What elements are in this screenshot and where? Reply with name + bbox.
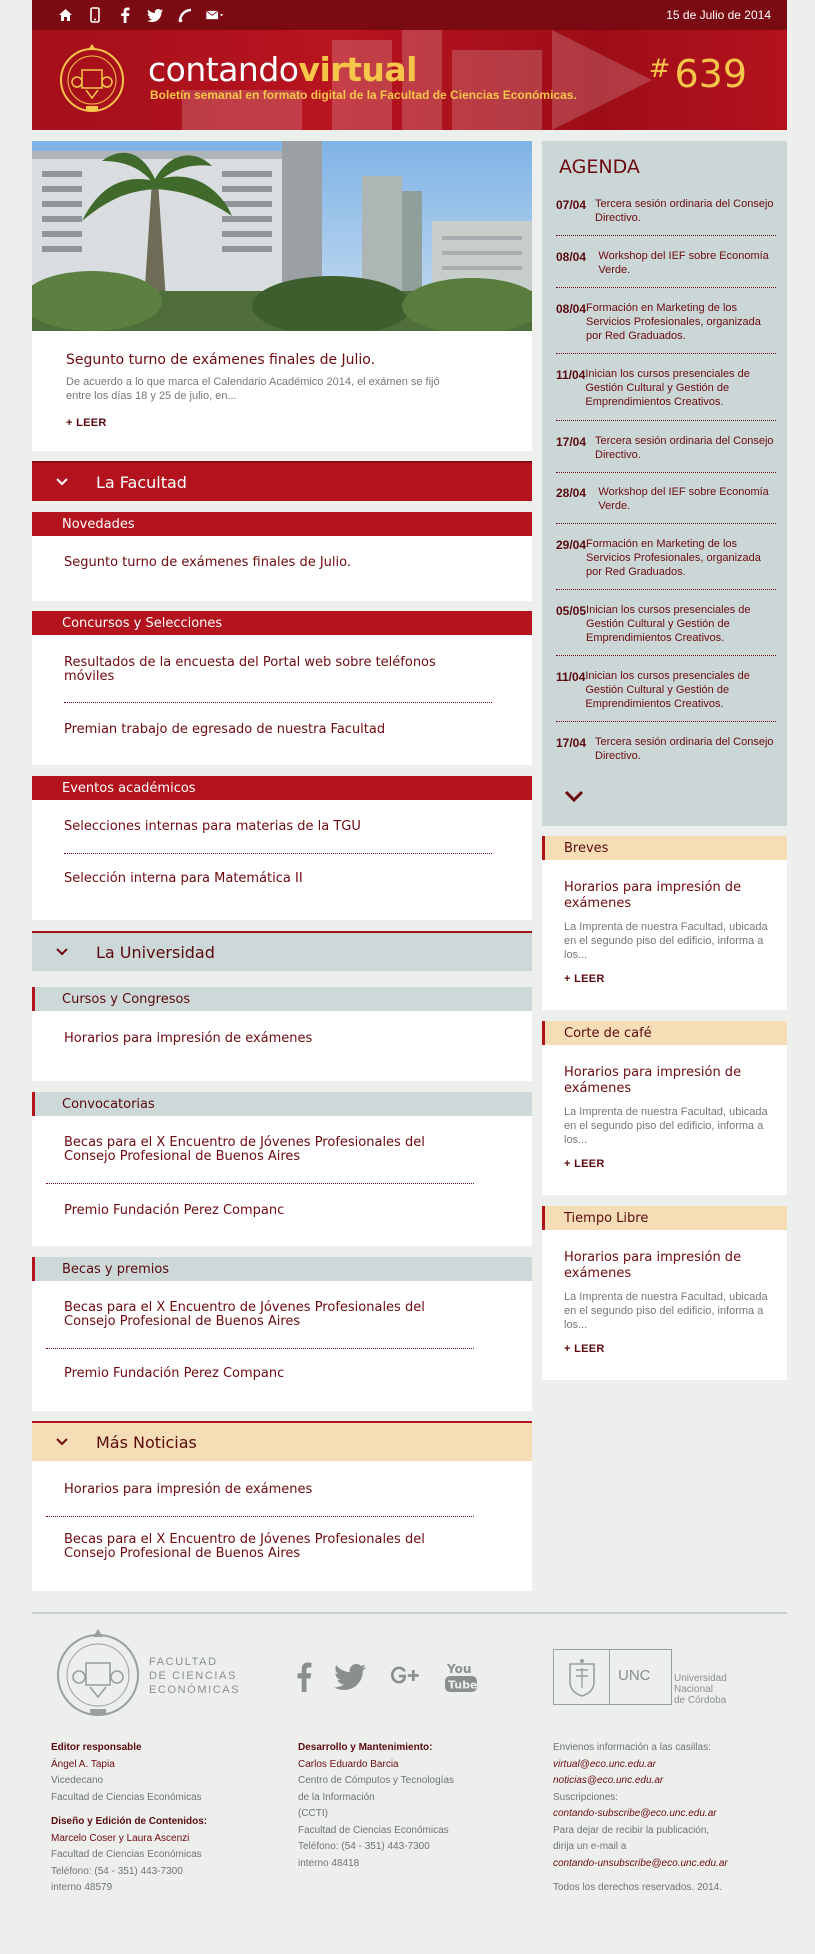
facebook-icon[interactable] xyxy=(296,1662,312,1697)
featured-read-more-link[interactable]: + LEER xyxy=(66,417,107,429)
convocatorias-header: Convocatorias xyxy=(32,1092,532,1116)
agenda-item[interactable] xyxy=(556,197,776,225)
fce-seal-icon xyxy=(52,1623,144,1723)
agenda-date: 11/04 xyxy=(556,368,586,382)
news-link[interactable]: Horarios para impresión de exámenes xyxy=(64,1031,313,1046)
footer-line: Suscripciones: xyxy=(553,1791,619,1803)
breves-header: Breves xyxy=(542,836,787,860)
agenda-date: 29/04 xyxy=(556,538,587,552)
divider xyxy=(556,353,776,354)
side-read-more-link[interactable]: + LEER xyxy=(564,973,605,985)
agenda-text: Formación en Marketing de los Servicios Profesionales, organizada por Red Graduados. xyxy=(586,538,761,578)
fce-footer-logo xyxy=(52,1623,252,1723)
divider xyxy=(556,235,776,236)
divider xyxy=(556,472,776,473)
agenda-text: Formación en Marketing de los Servicios Profesionales, organizada por Red Graduados. xyxy=(586,302,761,342)
cursos-header: Cursos y Congresos xyxy=(32,987,532,1011)
agenda-item[interactable] xyxy=(556,301,776,343)
brand-name-part2: virtual xyxy=(298,50,417,89)
news-link[interactable]: Premio Fundación Perez Companc xyxy=(64,1203,285,1218)
masthead xyxy=(32,30,787,130)
divider xyxy=(64,702,492,703)
becas-card xyxy=(32,1281,532,1411)
agenda-text: Tercera sesión ordinaria del Consejo Directivo. xyxy=(595,435,774,461)
facebook-icon[interactable] xyxy=(116,6,134,24)
agenda-date: 05/05 xyxy=(556,604,587,618)
agenda-item[interactable] xyxy=(556,537,776,579)
section-title: Más Noticias xyxy=(96,1432,197,1452)
twitter-icon[interactable] xyxy=(334,1664,366,1695)
agenda-date: 17/04 xyxy=(556,435,587,449)
breves-card xyxy=(542,860,787,1010)
divider xyxy=(556,523,776,524)
twitter-icon[interactable] xyxy=(146,6,164,24)
divider xyxy=(556,589,776,590)
news-link[interactable]: Segunto turno de exámenes finales de Julio. xyxy=(64,555,352,570)
footer-line: Centro de Cómputos y Tecnologías xyxy=(298,1775,455,1786)
footer-line: interno 48579 xyxy=(51,1882,113,1893)
mail-icon[interactable] xyxy=(206,6,224,24)
agenda-date: 28/04 xyxy=(556,486,587,500)
mobile-icon[interactable] xyxy=(86,6,104,24)
tagline: Boletín semanal en formato digital de la Facultad de Ciencias Económicas. xyxy=(150,88,577,102)
footer-line: Para dejar de recibir la publicación, xyxy=(553,1824,710,1836)
subscribe-email-link[interactable]: contando-subscribe@eco.unc.edu.ar xyxy=(553,1808,717,1819)
agenda-date: 08/04 xyxy=(556,250,587,264)
agenda-text: Inician los cursos presenciales de Gestión Cultural y Gestión de Emprendimientos Creativos. xyxy=(585,670,750,710)
copyright: Todos los derechos reservados. 2014. xyxy=(553,1882,722,1893)
agenda-date: 07/04 xyxy=(556,198,587,212)
brand-name-part1: contando xyxy=(148,50,299,89)
agenda-expand-chevron-icon[interactable] xyxy=(564,789,584,807)
issue-date: 15 de Julio de 2014 xyxy=(666,8,771,22)
footer-person: Carlos Eduardo Barcia xyxy=(298,1758,399,1770)
agenda-item[interactable] xyxy=(556,249,776,277)
chevron-down-icon xyxy=(56,478,96,486)
eventos-card xyxy=(32,800,532,920)
agenda-date: 17/04 xyxy=(556,736,587,750)
side-article-summary: La Imprenta de nuestra Facultad, ubicada en el segundo piso del edificio, informa a los... xyxy=(564,1106,768,1146)
unc-logo-divider xyxy=(609,1650,610,1704)
news-link[interactable]: Premian trabajo de egresado de nuestra Facultad xyxy=(64,722,386,737)
corte-de-cafe-card xyxy=(542,1045,787,1195)
footer-person: Marcelo Coser y Laura Ascenzi xyxy=(51,1832,190,1844)
rss-icon[interactable] xyxy=(176,6,194,24)
tiempo-libre-card xyxy=(542,1230,787,1380)
fce-logo-line: ECONÓMICAS xyxy=(149,1684,241,1696)
mas-noticias-card xyxy=(32,1461,532,1591)
top-bar xyxy=(32,0,787,30)
section-mas-noticias-header[interactable] xyxy=(32,1421,532,1461)
side-article-title[interactable]: Horarios para impresión de exámenes xyxy=(564,880,742,911)
fce-logo-text xyxy=(149,1655,240,1697)
footer-line: Facultad de Ciencias Económicas xyxy=(51,1849,202,1860)
side-article-title[interactable]: Horarios para impresión de exámenes xyxy=(564,1065,742,1096)
section-universidad-header[interactable] xyxy=(32,931,532,971)
footer-heading: Editor responsable xyxy=(51,1742,142,1753)
divider xyxy=(46,1348,474,1349)
eventos-header: Eventos académicos xyxy=(32,776,532,800)
section-facultad-header[interactable] xyxy=(32,461,532,501)
footer-heading: Diseño y Edición de Contenidos: xyxy=(51,1816,208,1827)
divider xyxy=(46,1516,474,1517)
agenda-text: Inician los cursos presenciales de Gestión Cultural y Gestión de Emprendimientos Creativos. xyxy=(586,604,751,644)
news-link[interactable]: Horarios para impresión de exámenes xyxy=(64,1482,313,1497)
agenda-item[interactable] xyxy=(556,735,776,763)
agenda-item[interactable] xyxy=(556,485,776,513)
fce-seal-logo xyxy=(56,40,128,120)
concursos-header: Concursos y Selecciones xyxy=(32,611,532,635)
becas-header: Becas y premios xyxy=(32,1257,532,1281)
featured-photo[interactable] xyxy=(32,141,532,331)
footer-line: Facultad de Ciencias Económicas xyxy=(298,1824,449,1836)
agenda-text: Workshop del IEF sobre Economía Verde. xyxy=(598,486,769,512)
news-link[interactable]: Resultados de la encuesta del Portal web sobre teléfonos móviles xyxy=(64,655,436,684)
concursos-card xyxy=(32,635,532,765)
svg-text:Tube: Tube xyxy=(448,1678,478,1692)
divider xyxy=(556,721,776,722)
footer-line: Facultad de Ciencias Económicas xyxy=(51,1791,202,1803)
news-link[interactable]: Becas para el X Encuentro de Jóvenes Profesionales del Consejo Profesional de Buenos Aires xyxy=(64,1300,425,1329)
featured-title[interactable]: Segunto turno de exámenes finales de Julio. xyxy=(66,352,376,368)
news-link[interactable]: Becas para el X Encuentro de Jóvenes Profesionales del Consejo Profesional de Buenos Aires xyxy=(64,1135,425,1164)
footer-person: Ángel A. Tapia xyxy=(51,1758,115,1770)
divider xyxy=(46,1183,474,1184)
agenda-item[interactable] xyxy=(556,669,776,711)
footer-heading: Desarrollo y Mantenimiento: xyxy=(298,1742,433,1753)
agenda-item[interactable] xyxy=(556,603,776,645)
divider xyxy=(556,287,776,288)
agenda-text: Inician los cursos presenciales de Gestión Cultural y Gestión de Emprendimientos Creativos. xyxy=(585,368,750,408)
footer-line: Teléfono: (54 - 351) 443-7300 xyxy=(51,1865,183,1877)
news-link[interactable]: Premio Fundación Perez Companc xyxy=(64,1366,285,1381)
footer-credits-editor xyxy=(51,1740,207,1897)
news-link[interactable]: Selección interna para Matemática II xyxy=(64,871,303,886)
brand-name xyxy=(148,50,417,89)
footer-line: interno 48418 xyxy=(298,1857,360,1869)
footer-contact xyxy=(553,1740,728,1897)
fce-logo-line: FACULTAD xyxy=(149,1656,218,1668)
issue-number xyxy=(649,52,747,96)
agenda-text: Workshop del IEF sobre Economía Verde. xyxy=(598,250,769,276)
footer-social-links xyxy=(296,1660,478,1699)
svg-text:You: You xyxy=(447,1662,472,1676)
agenda-item[interactable] xyxy=(556,367,776,409)
divider xyxy=(556,655,776,656)
footer-line: Envienos información a las casillas: xyxy=(553,1742,711,1753)
agenda-date: 11/04 xyxy=(556,670,586,684)
novedades-header: Novedades xyxy=(32,512,532,536)
side-article-summary: La Imprenta de nuestra Facultad, ubicada en el segundo piso del edificio, informa a los... xyxy=(564,921,768,961)
email-link[interactable]: noticias@eco.unc.edu.ar xyxy=(553,1775,664,1786)
news-link[interactable]: Selecciones internas para materias de la TGU xyxy=(64,819,361,834)
youtube-icon[interactable] xyxy=(444,1660,478,1699)
footer-line: (CCTI) xyxy=(298,1808,328,1819)
unc-logo-box xyxy=(553,1649,672,1705)
unc-name-line: Universidad xyxy=(674,1673,727,1684)
top-icons xyxy=(56,6,224,24)
agenda-date: 08/04 xyxy=(556,302,587,316)
unsubscribe-email-link[interactable]: contando-unsubscribe@eco.unc.edu.ar xyxy=(553,1857,728,1869)
novedades-card xyxy=(32,536,532,601)
tiempo-libre-header: Tiempo Libre xyxy=(542,1206,787,1230)
issue-hash: # xyxy=(648,54,671,84)
issue-number-value: 639 xyxy=(674,52,747,96)
featured-article xyxy=(32,141,532,451)
section-title: La Facultad xyxy=(96,472,187,492)
unc-abbr: UNC xyxy=(618,1667,651,1684)
side-article-summary: La Imprenta de nuestra Facultad, ubicada en el segundo piso del edificio, informa a los... xyxy=(564,1291,768,1331)
fce-logo-line: DE CIENCIAS xyxy=(149,1670,237,1682)
chevron-down-icon xyxy=(56,948,96,956)
footer-divider xyxy=(32,1612,787,1614)
divider xyxy=(64,853,492,854)
convocatorias-card xyxy=(32,1116,532,1246)
email-link[interactable]: virtual@eco.unc.edu.ar xyxy=(553,1758,656,1770)
google-plus-icon[interactable] xyxy=(388,1662,422,1697)
footer-credits-development xyxy=(298,1740,454,1872)
footer-line: dirija un e-mail a xyxy=(553,1841,627,1852)
side-read-more-link[interactable]: + LEER xyxy=(564,1343,605,1355)
corte-de-cafe-header: Corte de café xyxy=(542,1021,787,1045)
footer-line: Teléfono: (54 - 351) 443-7300 xyxy=(298,1841,430,1852)
agenda-text: Tercera sesión ordinaria del Consejo Directivo. xyxy=(595,198,774,224)
news-link[interactable]: Becas para el X Encuentro de Jóvenes Profesionales del Consejo Profesional de Buenos Aires xyxy=(64,1532,425,1561)
unc-name xyxy=(674,1673,727,1706)
agenda-item[interactable] xyxy=(556,434,776,462)
agenda-panel xyxy=(542,141,787,826)
unc-name-line: de Córdoba xyxy=(674,1695,727,1706)
unc-name-line: Nacional xyxy=(674,1684,713,1695)
featured-summary: De acuerdo a lo que marca el Calendario Académico 2014, el exámen se fijó entre los días 18 y 25 de julio, en... xyxy=(66,376,440,402)
section-title: La Universidad xyxy=(96,942,215,962)
agenda-text: Tercera sesión ordinaria del Consejo Directivo. xyxy=(595,736,774,762)
chevron-down-icon xyxy=(56,1438,96,1446)
footer-line: de la Información xyxy=(298,1791,375,1803)
divider xyxy=(556,420,776,421)
unc-logo xyxy=(553,1649,743,1705)
home-icon[interactable] xyxy=(56,6,74,24)
side-article-title[interactable]: Horarios para impresión de exámenes xyxy=(564,1250,742,1281)
unc-crest-icon xyxy=(566,1658,598,1698)
footer-line: Vicedecano xyxy=(51,1775,104,1786)
cursos-card xyxy=(32,1011,532,1081)
side-read-more-link[interactable]: + LEER xyxy=(564,1158,605,1170)
agenda-title: AGENDA xyxy=(559,156,640,178)
